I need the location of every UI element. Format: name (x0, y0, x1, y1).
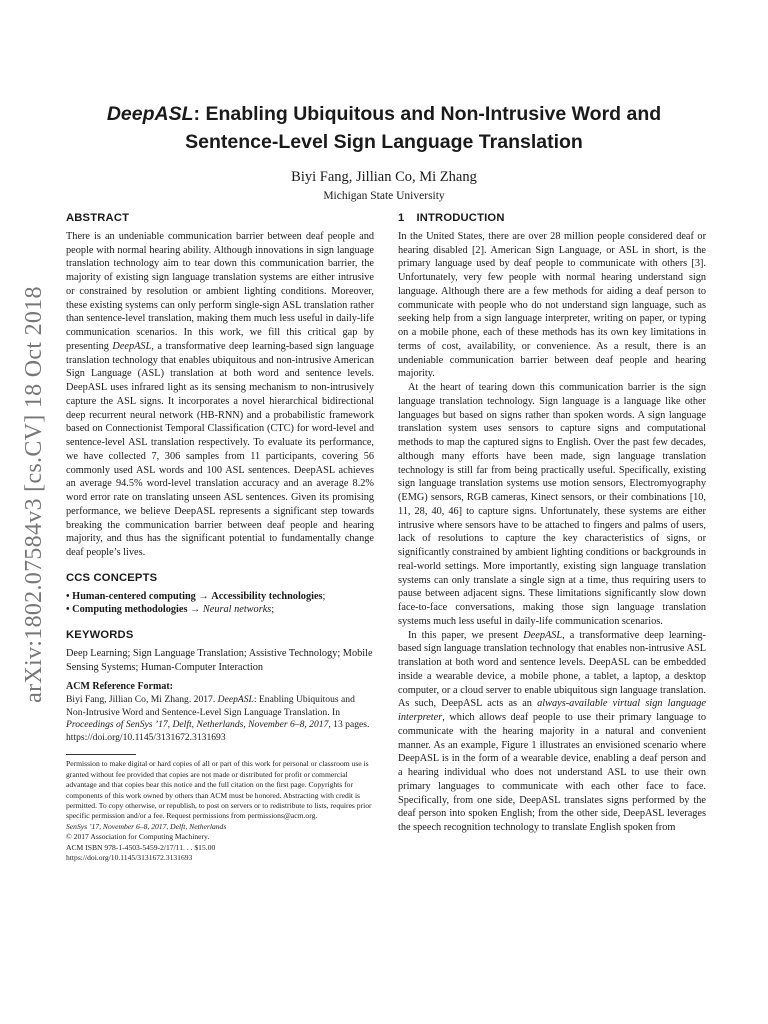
author-list: Biyi Fang, Jillian Co, Mi Zhang (291, 169, 477, 185)
ccs-heading: CCS CONCEPTS (66, 571, 158, 584)
right-column (398, 212, 706, 835)
paper-title (66, 100, 702, 156)
title-system-name: DeepASL (106, 103, 194, 125)
keywords-text: Deep Learning; Sign Language Translation; Assistive Technology; Mobile Sensing Systems; Human-Computer Interaction (66, 647, 373, 673)
keywords-heading: KEYWORDS (66, 629, 134, 641)
venue-line: SenSys ’17, November 6–8, 2017, Delft, Netherlands (66, 821, 227, 831)
intro-paragraph: In this paper, we present DeepASL, a transformative deep learning-based sign language translation technology that enables non-intrusive ASL translation at both word and sentence levels. DeepASL can be embedded inside a wearable device, a mobile phone, a tablet, a laptop, a desktop computer, or a cloud server to enable ubiquitous sign language translation. As such, DeepASL acts as an always-available virtual sign language interpreter, which allows deaf people to use their primary language to communicate with the hearing majority in a natural and convenient manner. As an example, Figure 1 illustrates an envisioned scenario where DeepASL is in the form of a wearable device, enabling a deaf person and a hearing individual who does not understand ASL to use their own primary languages to communicate with each other face to face. Specifically, from one side, DeepASL translates signs performed by the deaf person into spoken English; from the other side, DeepASL leverages the speech recognition technology to translate English spoken from (398, 629, 707, 833)
acm-reference-text: Biyi Fang, Jillian Co, Mi Zhang. 2017. DeepASL: Enabling Ubiquitous and Non-Intrusive Word and Sentence-Level Sign Language Translation. In Proceedings of SenSys ’17, Delft, Netherlands, November 6–8, 2017, 13 pages. https://doi.org/10.1145/3131672.3131693 (66, 694, 370, 743)
permission-notice: Permission to make digital or hard copies of all or part of this work for personal or classroom use is granted without fee provided that copies are not made or distributed for profit or commercial advantage and that copies bear this notice and the full citation on the first page. Copyrights for components of this work owned by others than ACM must be honored. Abstracting with credit is permitted. To copy otherwise, or republish, to post on servers or to redistribute to lists, requires prior specific permission and/or a fee. Request permissions from permissions@acm.org. (66, 759, 372, 821)
arxiv-stamp (14, 244, 54, 744)
isbn-line: ACM ISBN 978-1-4503-5459-2/17/11. . . $15.00 (66, 842, 216, 852)
title-part-2: Sentence-Level Sign Language Translation (185, 131, 583, 153)
arxiv-id: arXiv:1802.07584v3 [cs.CV] 18 Oct 2018 (20, 285, 47, 703)
abstract-text: There is an undeniable communication barrier between deaf people and people with normal hearing ability. Although innovations in sign language translation technology aim to tear down this communication barrier, the majority of existing sign language translation systems are either intrusive or constrained by resolution or ambient lighting conditions. Moreover, these existing systems can only perform single-sign ASL translation rather than sentence-level translation, making them much less useful in daily-life communication scenarios. In this work, we fill this critical gap by presenting DeepASL, a transformative deep learning-based sign language translation technology that enables ubiquitous and non-intrusive American Sign Language (ASL) translation at both word and sentence levels. DeepASL uses infrared light as its sensing mechanism to non-intrusively capture the ASL signs. It incorporates a novel hierarchical bidirectional deep recurrent neural network (HB-RNN) and a probabilistic framework based on Connectionist Temporal Classification (CTC) for word-level and sentence-level ASL translation respectively. To evaluate its performance, we have collected 7, 306 samples from 11 participants, covering 56 commonly used ASL words and 100 ASL sentences. DeepASL achieves an average 94.5% word-level translation accuracy and an average 8.2% word error rate on translating unseen ASL sentences. Given its promising performance, we believe DeepASL represents a significant step towards breaking the communication barrier between deaf people and hearing majority, and thus has the significant potential to fundamentally change deaf people’s lives. (66, 230, 374, 558)
intro-paragraph: In the United States, there are over 28 million people considered deaf or hearing disabled [2]. American Sign Language, or ASL in short, is the primary language used by deaf people to communicate with others [3]. Unfortunately, very few people with normal hearing understand sign language. Although there are a few methods for aiding a deaf person to communicate with people who do not understand sign language, such as seeking help from a sign language interpreter, writing on paper, or typing on a mobile phone, each of these methods has its own key limitations in terms of cost, availability, or convenience. As a result, there is an undeniable communication barrier between deaf people and hearing majority. (398, 230, 706, 380)
ccs-item: • Computing methodologies → Neural networks; (66, 604, 275, 616)
footnote-rule (66, 754, 136, 755)
introduction-heading: 1 INTRODUCTION (398, 212, 505, 224)
doi-line: https://doi.org/10.1145/3131672.3131693 (66, 853, 193, 863)
ccs-item: • Human-centered computing → Accessibility technologies; (66, 590, 326, 602)
abstract-heading: ABSTRACT (66, 212, 130, 224)
copyright-line: © 2017 Association for Computing Machinery. (66, 832, 210, 842)
left-column (66, 212, 374, 863)
intro-paragraph: At the heart of tearing down this communication barrier is the sign language translation technology. Sign language is a language like other languages but based on signs rather than spoken words. A sign language translation system uses sensors to capture signs and computational methods to map the captured signs to English. Over the past few decades, although many efforts have been made, sign language translation technology is still far from being practically useful. Specifically, existing sign language translation systems use motion sensors, Electromyography (EMG) sensors, RGB cameras, Kinect sensors, or their combinations [10, 11, 28, 40, 46] to capture signs. Unfortunately, these systems are either intrusive where sensors have to be attached to fingers and palms of users, lack of resolutions to capture the key characteristics of signs, or significantly constrained by ambient lighting conditions or backgrounds in real-world settings. More importantly, existing sign language translation systems can only translate a single sign at a time, thus requiring users to pause between adjacent signs. These limitations significantly slow down face-to-face conversations, making those sign language translation systems much less useful in daily-life communication scenarios. (398, 382, 706, 627)
acm-reference-heading: ACM Reference Format: (66, 681, 173, 693)
affiliation: Michigan State University (323, 190, 445, 202)
title-part-1: : Enabling Ubiquitous and Non-Intrusive Word and (193, 103, 662, 125)
